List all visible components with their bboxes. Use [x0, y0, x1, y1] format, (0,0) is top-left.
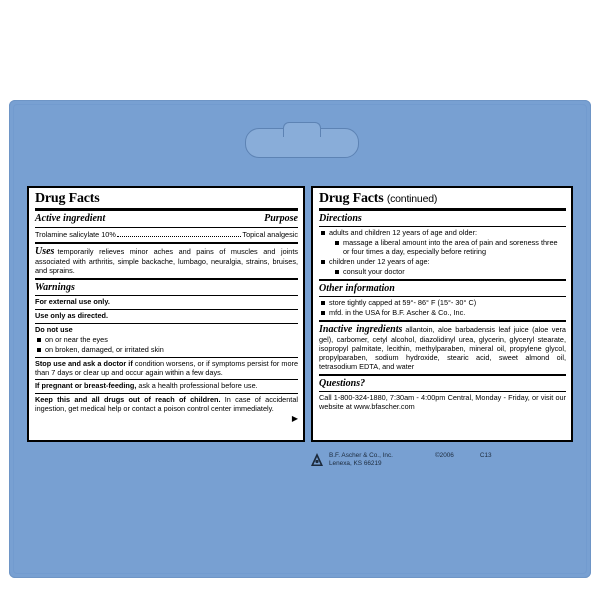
continued-label: (continued): [386, 193, 438, 205]
purpose-heading: Purpose: [264, 212, 298, 224]
directions-subitem: [333, 268, 566, 277]
stop-use-block: [35, 360, 298, 378]
divider: [319, 296, 566, 297]
continued-arrow-icon: ▶: [291, 414, 298, 424]
square-bullet-icon: [321, 301, 325, 305]
questions-text: Call 1-800-324-1880, 7:30am - 4:00pm Central, Monday - Friday, or visit our website at www.bfascher.com: [319, 393, 566, 412]
directions-heading: Directions: [319, 212, 362, 224]
keep-out-bold: Keep this and all drugs out of reach of children.: [35, 395, 221, 405]
do-not-use-item-text: on broken, damaged, or irritated skin: [45, 344, 164, 354]
keep-out-text: In case of accidental ingestion, get medical help or contact a poison control center immediately.: [35, 395, 299, 414]
square-bullet-icon: [335, 270, 339, 274]
uses-text: temporarily relieves minor aches and pains of muscles and joints associated with arthritis, simple backache, lumbago, neuralgia, strains, bruises, and sprains.: [35, 246, 298, 275]
square-bullet-icon: [335, 241, 339, 245]
divider: [35, 227, 298, 228]
directions-subitem-text: consult your doctor: [343, 266, 405, 276]
uses-block: [35, 246, 298, 276]
divider: [319, 391, 566, 392]
keep-out-of-reach-block: [35, 396, 298, 414]
square-bullet-icon: [321, 260, 325, 264]
warnings-heading: Warnings: [35, 281, 75, 293]
purpose-value: Topical analgesic: [242, 229, 298, 239]
copyright-text: ©2006: [434, 452, 454, 459]
divider: [35, 393, 298, 394]
inactive-ingredients-text: allantoin, aloe barbadensis leaf juice (aloe vera gel), carbomer, cetyl alcohol, diazolidinyl urea, glycerin, glyceryl stearate, isopropyl palmitate, lecithin, methylparaben, mineral oil, propylene glycol, propylparaben, sodium hydroxide, stearic acid, sweet almond oil, tetrasodium EDTA, and water: [319, 324, 566, 371]
other-information-item: [319, 309, 566, 318]
drug-facts-title-text: Drug Facts: [319, 191, 384, 206]
divider: [319, 226, 566, 227]
uses-heading: Uses: [35, 245, 55, 257]
directions-subitem-text: massage a liberal amount into the area of pain and soreness three or four times a day, especially before retiring: [343, 238, 558, 256]
hang-hole-notch-cover: [285, 129, 317, 137]
do-not-use-item: [35, 346, 298, 355]
divider: [35, 208, 298, 211]
other-information-heading: Other information: [319, 282, 395, 294]
directions-item-text: children under 12 years of age:: [329, 256, 430, 266]
divider: [35, 357, 298, 358]
do-not-use-heading: Do not use: [35, 325, 73, 335]
warning-external-use: For external use only.: [35, 297, 110, 307]
directions-subitem: [333, 239, 566, 257]
divider: [319, 374, 566, 376]
other-information-item: [319, 299, 566, 308]
company-name: B.F. Ascher & Co., Inc.: [329, 452, 393, 459]
square-bullet-icon: [37, 348, 41, 352]
divider: [319, 279, 566, 281]
inactive-ingredients-heading: Inactive ingredients: [319, 323, 403, 335]
square-bullet-icon: [37, 338, 41, 342]
do-not-use-item-text: on or near the eyes: [45, 334, 108, 344]
active-ingredient-row: [35, 230, 298, 240]
company-location: Lenexa, KS 66219: [329, 460, 382, 467]
directions-item-text: adults and children 12 years of age and older:: [329, 228, 478, 238]
divider: [35, 309, 298, 310]
ascher-logo-icon: [309, 452, 325, 468]
divider: [35, 278, 298, 280]
blister-card: [9, 100, 591, 578]
other-information-item-text: mfd. in the USA for B.F. Ascher & Co., Inc.: [329, 308, 466, 318]
product-code: C13: [479, 452, 492, 459]
divider: [35, 295, 298, 296]
inactive-ingredients-block: [319, 324, 566, 372]
directions-item: [319, 229, 566, 238]
square-bullet-icon: [321, 311, 325, 315]
other-information-item-text: store tightly capped at 59°- 86° F (15°- 30° C): [329, 298, 477, 308]
drug-facts-title: Drug Facts: [35, 191, 100, 206]
divider: [35, 379, 298, 380]
pregnant-block: [35, 382, 298, 391]
active-ingredient-heading: Active ingredient: [35, 212, 106, 224]
divider: [35, 323, 298, 324]
stop-use-bold: Stop use and ask a doctor if: [35, 358, 133, 368]
manufacturer-footer: [309, 452, 579, 468]
hang-hole: [245, 128, 357, 156]
drug-facts-title-continued: [319, 192, 566, 207]
warning-as-directed: Use only as directed.: [35, 311, 108, 321]
divider: [319, 320, 566, 322]
pregnant-text: ask a health professional before use.: [138, 381, 258, 391]
divider: [35, 242, 298, 244]
drug-facts-panel-right: [311, 186, 573, 442]
drug-facts-panel-left: [27, 186, 305, 442]
do-not-use-item: [35, 336, 298, 345]
active-ingredient-value: Trolamine salicylate 10%: [35, 229, 116, 239]
questions-heading: Questions?: [319, 377, 366, 389]
active-ingredient-header-row: [35, 213, 298, 225]
pregnant-bold: If pregnant or breast-feeding,: [35, 381, 137, 391]
stop-use-text: condition worsens, or if symptoms persist for more than 7 days or clear up and occur again within a few days.: [35, 358, 299, 377]
leader-dots: [117, 230, 242, 237]
square-bullet-icon: [321, 231, 325, 235]
manufacturer-address: [329, 452, 393, 468]
divider: [319, 208, 566, 211]
directions-item: [319, 258, 566, 267]
